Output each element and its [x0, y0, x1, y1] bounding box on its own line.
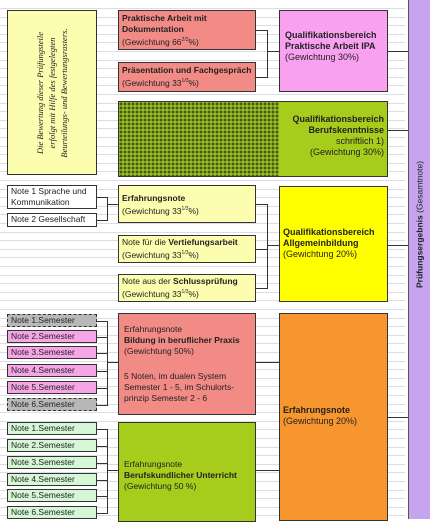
connector-h [388, 417, 408, 418]
semester-note-a-2: Note 2.Semester [7, 330, 97, 343]
semester-note-a-3: Note 3.Semester [7, 346, 97, 359]
connector-h [256, 288, 267, 289]
semester-note-b-2: Note 2.Semester [7, 439, 97, 452]
ipa-praesentation-box: Präsentation und Fachgespräch (Gewichtung $33^{1/3}\%$) [118, 62, 256, 92]
connector-h [97, 496, 107, 497]
grid-line [0, 8, 405, 9]
qb-allgemeinbildung-box: Qualifikationsbereich Allgemeinbildung (Gewichtung 20%) [279, 186, 388, 302]
connector-v [267, 30, 268, 78]
semester-note-a-4: Note 4.Semester [7, 364, 97, 377]
note-gesellschaft: Note 2 Gesellschaft [7, 213, 97, 227]
connector-h [256, 30, 267, 31]
connector-h [267, 51, 279, 52]
connector-h [256, 362, 279, 363]
connector-v [107, 197, 108, 221]
assessment-note-box [7, 10, 97, 175]
connector-h [256, 204, 267, 205]
connector-h [97, 388, 107, 389]
connector-h [388, 130, 408, 131]
connector-h [97, 197, 107, 198]
unterricht-erfahrungsnote-box: Erfahrungsnote Berufskundlicher Unterricht (Gewichtung 50 %) [118, 422, 256, 522]
connector-h [97, 321, 107, 322]
connector-h [388, 245, 408, 246]
connector-h [97, 405, 107, 406]
allg-schlusspruefung-box: Note aus der Schlussprüfung (Gewichtung $33^{1/3}\%$) [118, 274, 256, 302]
connector-h [97, 353, 107, 354]
connector-h [256, 77, 267, 78]
connector-h [97, 513, 107, 514]
connector-h [97, 463, 107, 464]
note-sprache-kommunikation: Note 1 Sprache und Kommunikation [7, 185, 97, 209]
connector-h [256, 249, 267, 250]
allg-vertiefungsarbeit-box: Note für die Vertiefungsarbeit (Gewichtung $33^{1/3}\%$) [118, 235, 256, 263]
semester-note-b-6: Note 6.Semester [7, 506, 97, 519]
connector-h [107, 470, 118, 471]
allg-erfahrungsnote-box: Erfahrungsnote (Gewichtung $33^{1/3}\%$) [118, 185, 256, 223]
connector-h [107, 204, 118, 205]
grid-line [0, 309, 405, 310]
connector-v [107, 429, 108, 514]
connector-h [97, 337, 107, 338]
erfahrungsnote-total-box: Erfahrungsnote (Gewichtung 20%) [279, 313, 388, 521]
connector-h [388, 51, 408, 52]
semester-note-b-3: Note 3.Semester [7, 456, 97, 469]
connector-h [97, 429, 107, 430]
qb-berufskenntnisse-box: Qualifikationsbereich Berufskenntnisse schriftlich 1) (Gewichtung 30%) [279, 101, 388, 177]
berufskenntnisse-hatched-area [118, 101, 283, 177]
connector-v [107, 321, 108, 406]
connector-h [97, 371, 107, 372]
qb-ipa-box: Qualifikationsbereich Praktische Arbeit IPA (Gewichtung 30%) [279, 10, 388, 92]
semester-note-a-6: Note 6.Semester [7, 398, 97, 411]
connector-h [97, 446, 107, 447]
semester-note-a-1: Note 1.Semester [7, 314, 97, 327]
connector-h [267, 245, 279, 246]
ipa-dokumentation-box: Praktische Arbeit mit Dokumentation (Gewichtung $66^{2/3}\%$) [118, 10, 256, 50]
connector-h [97, 480, 107, 481]
assessment-note-text: Die Bewertung dieser Prüfungsteile erfolgt mit Hilfe des festgelegten Beurteilungs- und Bewertungsrasters. [35, 27, 69, 158]
grid-line [0, 180, 405, 181]
connector-h [97, 220, 107, 221]
connector-h [256, 470, 279, 471]
semester-note-b-1: Note 1.Semester [7, 422, 97, 435]
pruefungsergebnis-column [408, 0, 430, 519]
connector-v [267, 204, 268, 289]
semester-note-b-4: Note 4.Semester [7, 473, 97, 486]
connector-h [107, 362, 118, 363]
pruefungsergebnis-label: Prüfungsergebnis (Gesamtnote) [414, 160, 424, 288]
semester-note-b-5: Note 5.Semester [7, 489, 97, 502]
praxis-erfahrungsnote-box: Erfahrungsnote Bildung in beruflicher Praxis (Gewichtung 50%) 5 Noten, im dualen System Semester 1 - 5, im Schulorts- prinzip Semester 2 - 6 [118, 313, 256, 415]
semester-note-a-5: Note 5.Semester [7, 381, 97, 394]
